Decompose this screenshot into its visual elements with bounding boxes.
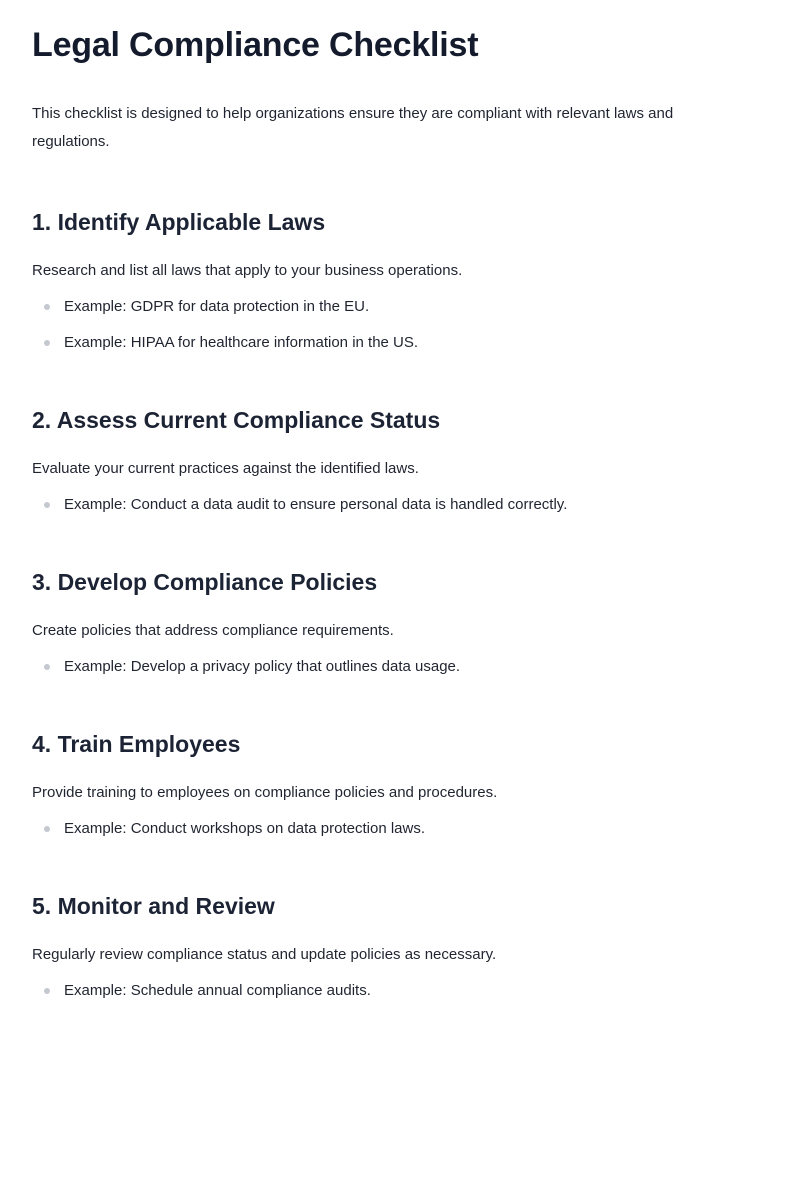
example-list	[32, 979, 768, 1003]
list-item	[32, 979, 768, 1003]
bullet-icon	[44, 988, 50, 994]
bullet-icon	[44, 304, 50, 310]
list-item	[32, 331, 768, 355]
section-description: Provide training to employees on compliance policies and procedures.	[32, 784, 498, 801]
bullet-icon	[44, 502, 50, 508]
section-develop-policies	[32, 567, 768, 679]
section-description: Research and list all laws that apply to your business operations.	[32, 262, 463, 279]
example-text: Example: Develop a privacy policy that outlines data usage.	[64, 658, 461, 675]
example-text: Example: Schedule annual compliance audits.	[64, 982, 371, 999]
bullet-icon	[44, 826, 50, 832]
example-text: Example: Conduct a data audit to ensure personal data is handled correctly.	[64, 496, 568, 513]
example-list	[32, 295, 768, 355]
example-text: Example: GDPR for data protection in the EU.	[64, 298, 370, 315]
section-heading: 1. Identify Applicable Laws	[32, 209, 326, 235]
section-description: Evaluate your current practices against the identified laws.	[32, 460, 419, 477]
list-item	[32, 817, 768, 841]
example-text: Example: Conduct workshops on data protection laws.	[64, 820, 426, 837]
section-train-employees	[32, 729, 768, 841]
list-item	[32, 655, 768, 679]
section-heading: 5. Monitor and Review	[32, 893, 275, 919]
section-assess-status	[32, 405, 768, 517]
example-list	[32, 493, 768, 517]
section-heading: 2. Assess Current Compliance Status	[32, 407, 441, 433]
bullet-icon	[44, 340, 50, 346]
example-text: Example: HIPAA for healthcare information in the US.	[64, 334, 419, 351]
example-list	[32, 817, 768, 841]
example-list	[32, 655, 768, 679]
bullet-icon	[44, 664, 50, 670]
intro-paragraph: This checklist is designed to help organizations ensure they are compliant with relevant laws and regulations.	[32, 105, 674, 150]
section-identify-laws	[32, 207, 768, 355]
list-item	[32, 493, 768, 517]
section-heading: 3. Develop Compliance Policies	[32, 569, 378, 595]
page-title: Legal Compliance Checklist	[32, 26, 479, 64]
section-monitor-review	[32, 891, 768, 1003]
section-description: Create policies that address compliance requirements.	[32, 622, 394, 639]
section-description: Regularly review compliance status and update policies as necessary.	[32, 946, 497, 963]
list-item	[32, 295, 768, 319]
section-heading: 4. Train Employees	[32, 731, 241, 757]
